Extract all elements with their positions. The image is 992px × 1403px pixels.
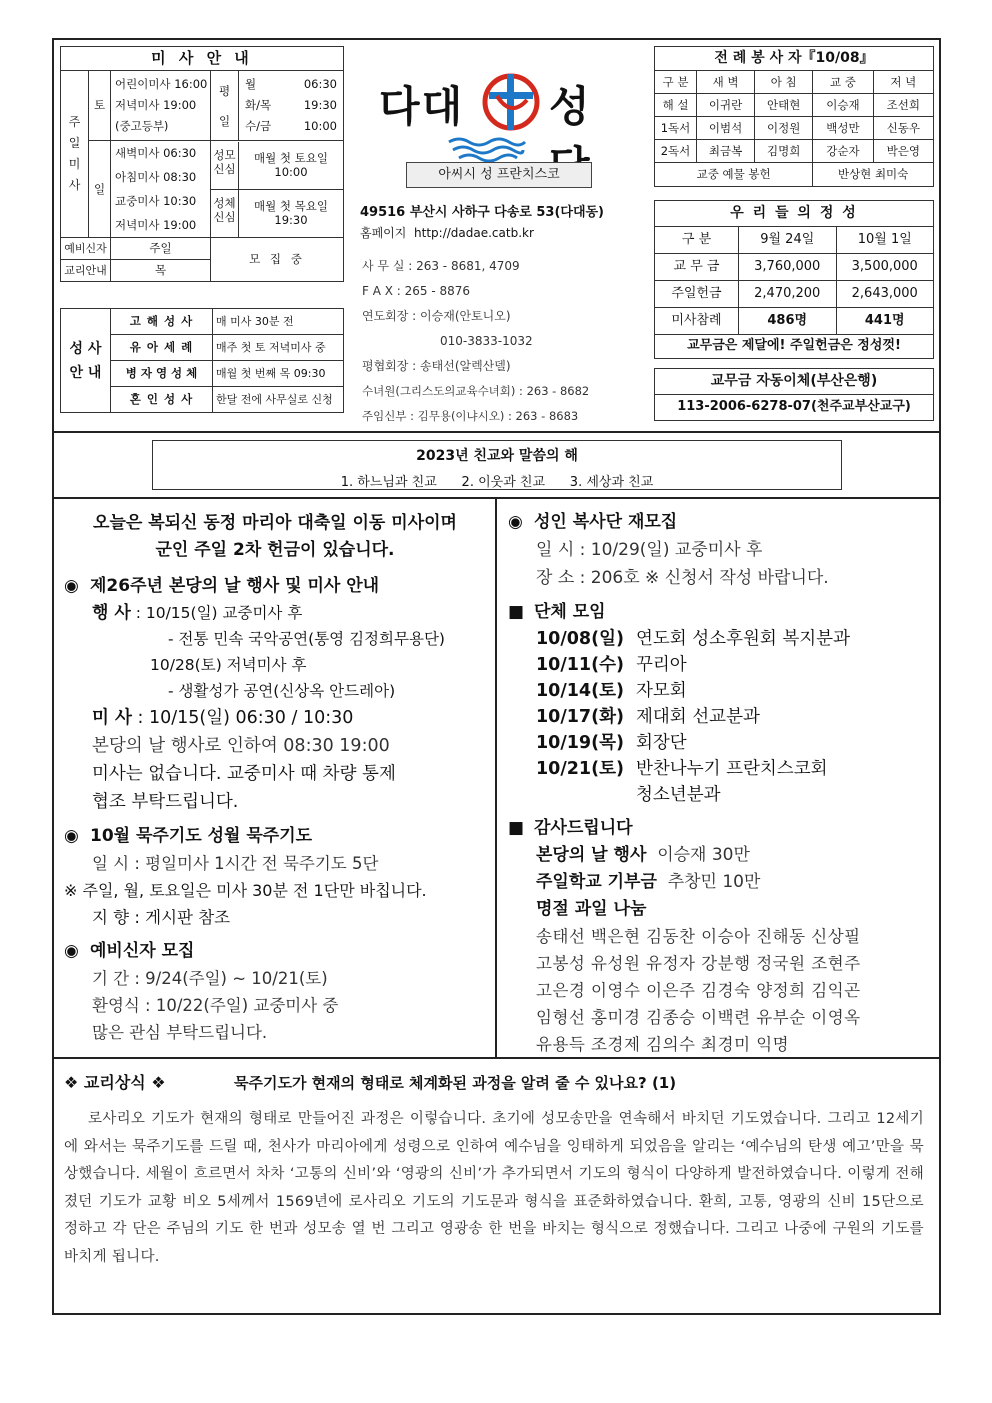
finance-label: 교 무 금 — [655, 254, 739, 281]
fruit-names: 유용득 조경제 김의수 최경미 익명 — [536, 1035, 790, 1054]
adult-servers-where: 장 소 : 206호 ※ 신청서 작성 바랍니다. — [536, 568, 829, 588]
finance-note: 교무금은 제달에! 주일헌금은 정성껏! — [655, 335, 934, 359]
catechism-body: 로사리오 기도가 현재의 형태로 만들어진 과정은 이렇습니다. 초기에 성모송만을 연속해서 바치던 기도였습니다. 그리고 12세기에 와서는 묵주기도를 드릴 때, 천사가 마리아에게 성령으로 인하여 예수님을 잉태하게 되었음을 알리는 ‘예수님의 탄생 예고’만을 묵상했습니다. 세월이 흐르면서 차차 ‘고통의 신비’와 ‘영광의 신비’가 추가되면서 기도의 형식이 다양하게 발전하였습니다. 이렇게 전해졌던 기도가 교황 비오 5세께서 1569년에 로사리오 기도의 기도문과 형식을 표준화하였습니다. 환희, 고통, 영광의 신비 15단으로 정하고 각 단은 주님의 기도 한 번과 성모송 열 번 그리고 영광송 한 번을 바치는 형식으로 정했습니다. 그리고 나중에 구원의 기도를 바치게 됩니다. — [64, 1111, 924, 1265]
meeting-row — [536, 730, 936, 756]
servers-cell: 신동우 — [873, 117, 933, 140]
catechumen-day: 주일 — [111, 238, 211, 260]
bullet-icon: ◉ — [64, 576, 79, 596]
finance-head: 10월 1일 — [836, 227, 934, 254]
servers-cell: 강순자 — [813, 140, 873, 163]
meeting-row — [536, 678, 936, 704]
servers-head: 저 녁 — [873, 71, 933, 94]
catechism-header — [64, 1070, 930, 1096]
servers-title: 전 례 봉 사 자『10/08』 — [655, 47, 934, 71]
catechism-section — [64, 1070, 930, 1271]
meeting-date: 10/14(토) — [536, 681, 624, 701]
meeting-group: 연도회 성소후원회 복지분과 — [636, 629, 850, 649]
servers-cell: 이승재 — [813, 94, 873, 117]
meeting-group: 회장단 — [636, 733, 687, 753]
finance-head: 9월 24일 — [739, 227, 837, 254]
logo-text-right: 성 — [549, 82, 592, 131]
servers-head: 교 중 — [813, 71, 873, 94]
sacrament-table — [60, 308, 344, 413]
offering-label: 교중 예물 봉헌 — [655, 163, 813, 187]
sacrament-name: 고 해 성 사 — [111, 309, 213, 335]
servers-cell: 백성만 — [813, 117, 873, 140]
servers-head: 구 분 — [655, 71, 697, 94]
event-detail: 10/28(토) 저녁미사 후 — [150, 656, 307, 674]
waves-icon — [447, 136, 527, 162]
bullet-icon: ◉ — [64, 826, 79, 846]
weekday-label: 평 일 — [211, 71, 239, 141]
anniversary-events — [64, 600, 486, 704]
devotion-cell: 성모 신심 매월 첫 토요일 10:00 성체 신심 매월 첫 목요일 19:30 — [211, 141, 344, 238]
contact-info — [362, 254, 589, 429]
meeting-group: 청소년분과 — [636, 785, 721, 805]
transfer-table — [654, 368, 934, 421]
homepage-line — [360, 224, 534, 241]
sacrament-time: 한달 전에 사무실로 신청 — [213, 387, 344, 413]
finance-label: 미사참례 — [655, 308, 739, 335]
servers-cell: 최금복 — [697, 140, 755, 163]
meeting-group: 반찬나누기 프란치스코회 — [636, 759, 828, 779]
meeting-date: 10/21(토) — [536, 759, 624, 779]
catechism-question: 묵주기도가 현재의 형태로 체계화된 과정을 알려 줄 수 있나요? (1) — [234, 1074, 677, 1092]
catechumen-welcome: 환영식 : 10/22(주일) 교중미사 중 — [92, 996, 339, 1015]
sacrament-time: 매월 첫 번째 목 09:30 — [213, 361, 344, 387]
mass-note: 협조 부탁드립니다. — [92, 792, 239, 812]
fax-number: F A X : 265 - 8876 — [362, 284, 471, 298]
saturday-label: 토 — [89, 71, 111, 141]
president: 연도회장 : 이승재(안토니오) — [362, 309, 511, 323]
thanks-title: 감사드립니다 — [534, 818, 633, 838]
meeting-date: 10/08(일) — [536, 629, 624, 649]
mass-schedule-table — [60, 46, 344, 282]
bulletin-frame — [52, 38, 941, 1315]
rosary-title: 10월 묵주기도 성월 묵주기도 — [90, 826, 313, 846]
adult-servers-title: 성인 복사단 재모집 — [534, 512, 678, 532]
meeting-row — [536, 756, 936, 782]
meeting-group: 꾸리아 — [636, 655, 687, 675]
mass-note: 본당의 날 행사로 인하여 08:30 19:00 — [92, 736, 390, 756]
saturday-masses: 어린이미사 16:00 저녁미사 19:00 (중고등부) — [111, 71, 211, 141]
sacrament-label: 성 사 안 내 — [61, 309, 111, 413]
mass-time: : 10/15(일) 06:30 / 10:30 — [137, 708, 354, 728]
meeting-group: 자모회 — [636, 681, 687, 701]
patron-saint-box: 아씨시 성 프란치스코 — [406, 162, 592, 188]
office-phone: 사 무 실 : 263 - 8681, 4709 — [362, 259, 520, 273]
meeting-row — [536, 704, 936, 730]
anniversary-mass — [64, 704, 486, 816]
servers-cell: 안태현 — [755, 94, 813, 117]
thanks-value: 추창민 10만 — [667, 872, 761, 892]
fruit-names: 고봉성 유성원 유정자 강분행 정국원 조현주 — [536, 954, 861, 973]
bullet-icon: ◉ — [64, 941, 79, 961]
fruit-names: 송태선 백은현 김동찬 이승아 진해동 신상필 — [536, 927, 861, 946]
finance-value: 441명 — [836, 308, 934, 335]
finance-value: 486명 — [739, 308, 837, 335]
weekday-times: 월 06:30 화/목 19:30 수/금 10:00 — [239, 71, 344, 141]
rosary-when: 일 시 : 평일미사 1시간 전 묵주기도 5단 — [92, 854, 379, 873]
recruiting-label: 모 집 중 — [211, 238, 344, 282]
servers-role: 1독서 — [655, 117, 697, 140]
meeting-row — [536, 652, 936, 678]
mass-note: 미사는 없습니다. 교중미사 때 차량 통제 — [92, 764, 396, 784]
square-bullet-icon: ■ — [508, 818, 525, 838]
convent-phone: 수녀원(그리스도의교육수녀회) : 263 - 8682 — [362, 384, 590, 398]
sacrament-time: 매 미사 30분 전 — [213, 309, 344, 335]
event-detail: : 10/15(일) 교중미사 후 — [135, 604, 303, 622]
parish-logo — [379, 66, 629, 136]
homepage-link[interactable]: http://dadae.catb.kr — [414, 226, 534, 240]
sacrament-time: 매주 첫 토 저녁미사 중 — [213, 335, 344, 361]
anniversary-heading — [64, 572, 486, 600]
adult-servers-details — [508, 536, 936, 592]
event-detail: - 생활성가 공연(신상옥 안드레아) — [168, 682, 396, 700]
catechumen-title: 예비신자 모집 — [90, 941, 195, 961]
catechumen-heading — [64, 937, 486, 965]
servers-head: 아 침 — [755, 71, 813, 94]
left-column — [64, 510, 486, 1046]
event-label: 행 사 — [92, 603, 131, 623]
sunday-label: 일 — [89, 141, 111, 238]
meeting-date: 10/17(화) — [536, 707, 624, 727]
transfer-account: 113-2006-6278-07(천주교부산교구) — [655, 395, 934, 421]
anniversary-title: 제26주년 본당의 날 행사 및 미사 안내 — [90, 576, 380, 596]
event-detail: - 전통 민속 국악공연(통영 김정희무용단) — [168, 630, 445, 648]
servers-cell: 조선희 — [873, 94, 933, 117]
sacrament-name: 병 자 영 성 체 — [111, 361, 213, 387]
meeting-row — [536, 626, 936, 652]
meeting-date: 10/19(목) — [536, 733, 624, 753]
finance-value: 3,760,000 — [739, 254, 837, 281]
servers-cell: 박은영 — [873, 140, 933, 163]
meeting-date: 10/11(수) — [536, 655, 624, 675]
dove-cross-icon — [475, 66, 547, 138]
servers-head: 새 벽 — [697, 71, 755, 94]
address: 49516 부산시 사하구 다송로 53(다대동) — [360, 205, 605, 220]
mass-label: 미 사 — [92, 708, 132, 728]
servers-role: 해 설 — [655, 94, 697, 117]
catechumen-details — [64, 965, 486, 1046]
fruit-label: 명절 과일 나눔 — [536, 899, 647, 919]
president-phone: 010-3833-1032 — [440, 334, 533, 348]
pastor-phone: 주임신부 : 김무용(이냐시오) : 263 - 8683 — [362, 409, 579, 423]
sunday-masses: 새벽미사 06:30 아침미사 08:30 교중미사 10:30 저녁미사 19:00 — [111, 141, 211, 238]
group-meetings — [508, 626, 936, 808]
fruit-names: 고은경 이영수 이은주 김경숙 양정희 김익곤 — [536, 981, 861, 1000]
finance-head: 구 분 — [655, 227, 739, 254]
thanks-label: 주일학교 기부금 — [536, 872, 657, 892]
catechumen-label: 예비신자 — [61, 238, 111, 260]
doctrine-label: 교리안내 — [61, 260, 111, 282]
right-column — [508, 508, 936, 1058]
offering-names: 반상현 최미숙 — [813, 163, 934, 187]
mass-title: 미 사 안 내 — [61, 47, 344, 71]
fruit-names: 임형선 홍미경 김종승 이백련 유부순 이영옥 — [536, 1008, 861, 1027]
servers-role: 2독서 — [655, 140, 697, 163]
finance-value: 3,500,000 — [836, 254, 934, 281]
meeting-group: 제대회 선교분과 — [636, 707, 760, 727]
thanks-value: 이승재 30만 — [657, 845, 750, 865]
adult-servers-when: 일 시 : 10/29(일) 교중미사 후 — [536, 540, 763, 560]
intro-line: 군인 주일 2차 헌금이 있습니다. — [155, 540, 395, 560]
sacrament-name: 유 아 세 례 — [111, 335, 213, 361]
groups-heading — [508, 598, 936, 626]
sacrament-name: 혼 인 성 사 — [111, 387, 213, 413]
servers-cell: 이범석 — [697, 117, 755, 140]
catechumen-period: 기 간 : 9/24(주일) ~ 10/21(토) — [92, 969, 328, 988]
finance-table — [654, 200, 934, 359]
thanks-heading — [508, 814, 936, 842]
adult-servers-heading — [508, 508, 936, 536]
servers-cell: 이귀란 — [697, 94, 755, 117]
rosary-details — [64, 850, 486, 931]
rosary-heading — [64, 822, 486, 850]
square-bullet-icon: ■ — [508, 602, 525, 622]
groups-title: 단체 모임 — [534, 602, 606, 622]
thanks-label: 본당의 날 행사 — [536, 845, 647, 865]
catechumen-ask: 많은 관심 부탁드립니다. — [92, 1023, 268, 1042]
theme-items: 1. 하느님과 친교 2. 이웃과 친교 3. 세상과 친교 — [340, 475, 654, 490]
logo-text-left: 다대 — [379, 82, 465, 131]
thanks-details — [508, 842, 936, 1058]
finance-value: 2,643,000 — [836, 281, 934, 308]
finance-value: 2,470,200 — [739, 281, 837, 308]
finance-title: 우 리 들 의 정 성 — [655, 201, 934, 227]
theme-title: 2023년 친교와 말씀의 해 — [416, 448, 578, 464]
servers-cell: 김명희 — [755, 140, 813, 163]
doctrine-day: 목 — [111, 260, 211, 282]
transfer-title: 교무금 자동이체(부산은행) — [655, 369, 934, 395]
finance-label: 주일헌금 — [655, 281, 739, 308]
servers-table — [654, 46, 934, 187]
sunday-mass-label: 주 일 미 사 — [61, 71, 89, 238]
year-theme-box — [152, 440, 842, 490]
homepage-label: 홈페이지 — [360, 226, 407, 240]
servers-cell: 이정원 — [755, 117, 813, 140]
intro-line: 오늘은 복되신 동정 마리아 대축일 이동 미사이며 — [93, 513, 457, 533]
bullet-icon: ◉ — [508, 512, 523, 532]
catechism-label: ❖ 교리상식 ❖ — [64, 1073, 166, 1092]
rosary-note: ※ 주일, 월, 토요일은 미사 30분 전 1단만 바칩니다. — [64, 881, 427, 900]
rosary-place: 지 향 : 게시판 참조 — [92, 908, 231, 927]
meeting-row — [536, 782, 936, 808]
council-president: 평협회장 : 송태선(알렉산델) — [362, 359, 511, 373]
